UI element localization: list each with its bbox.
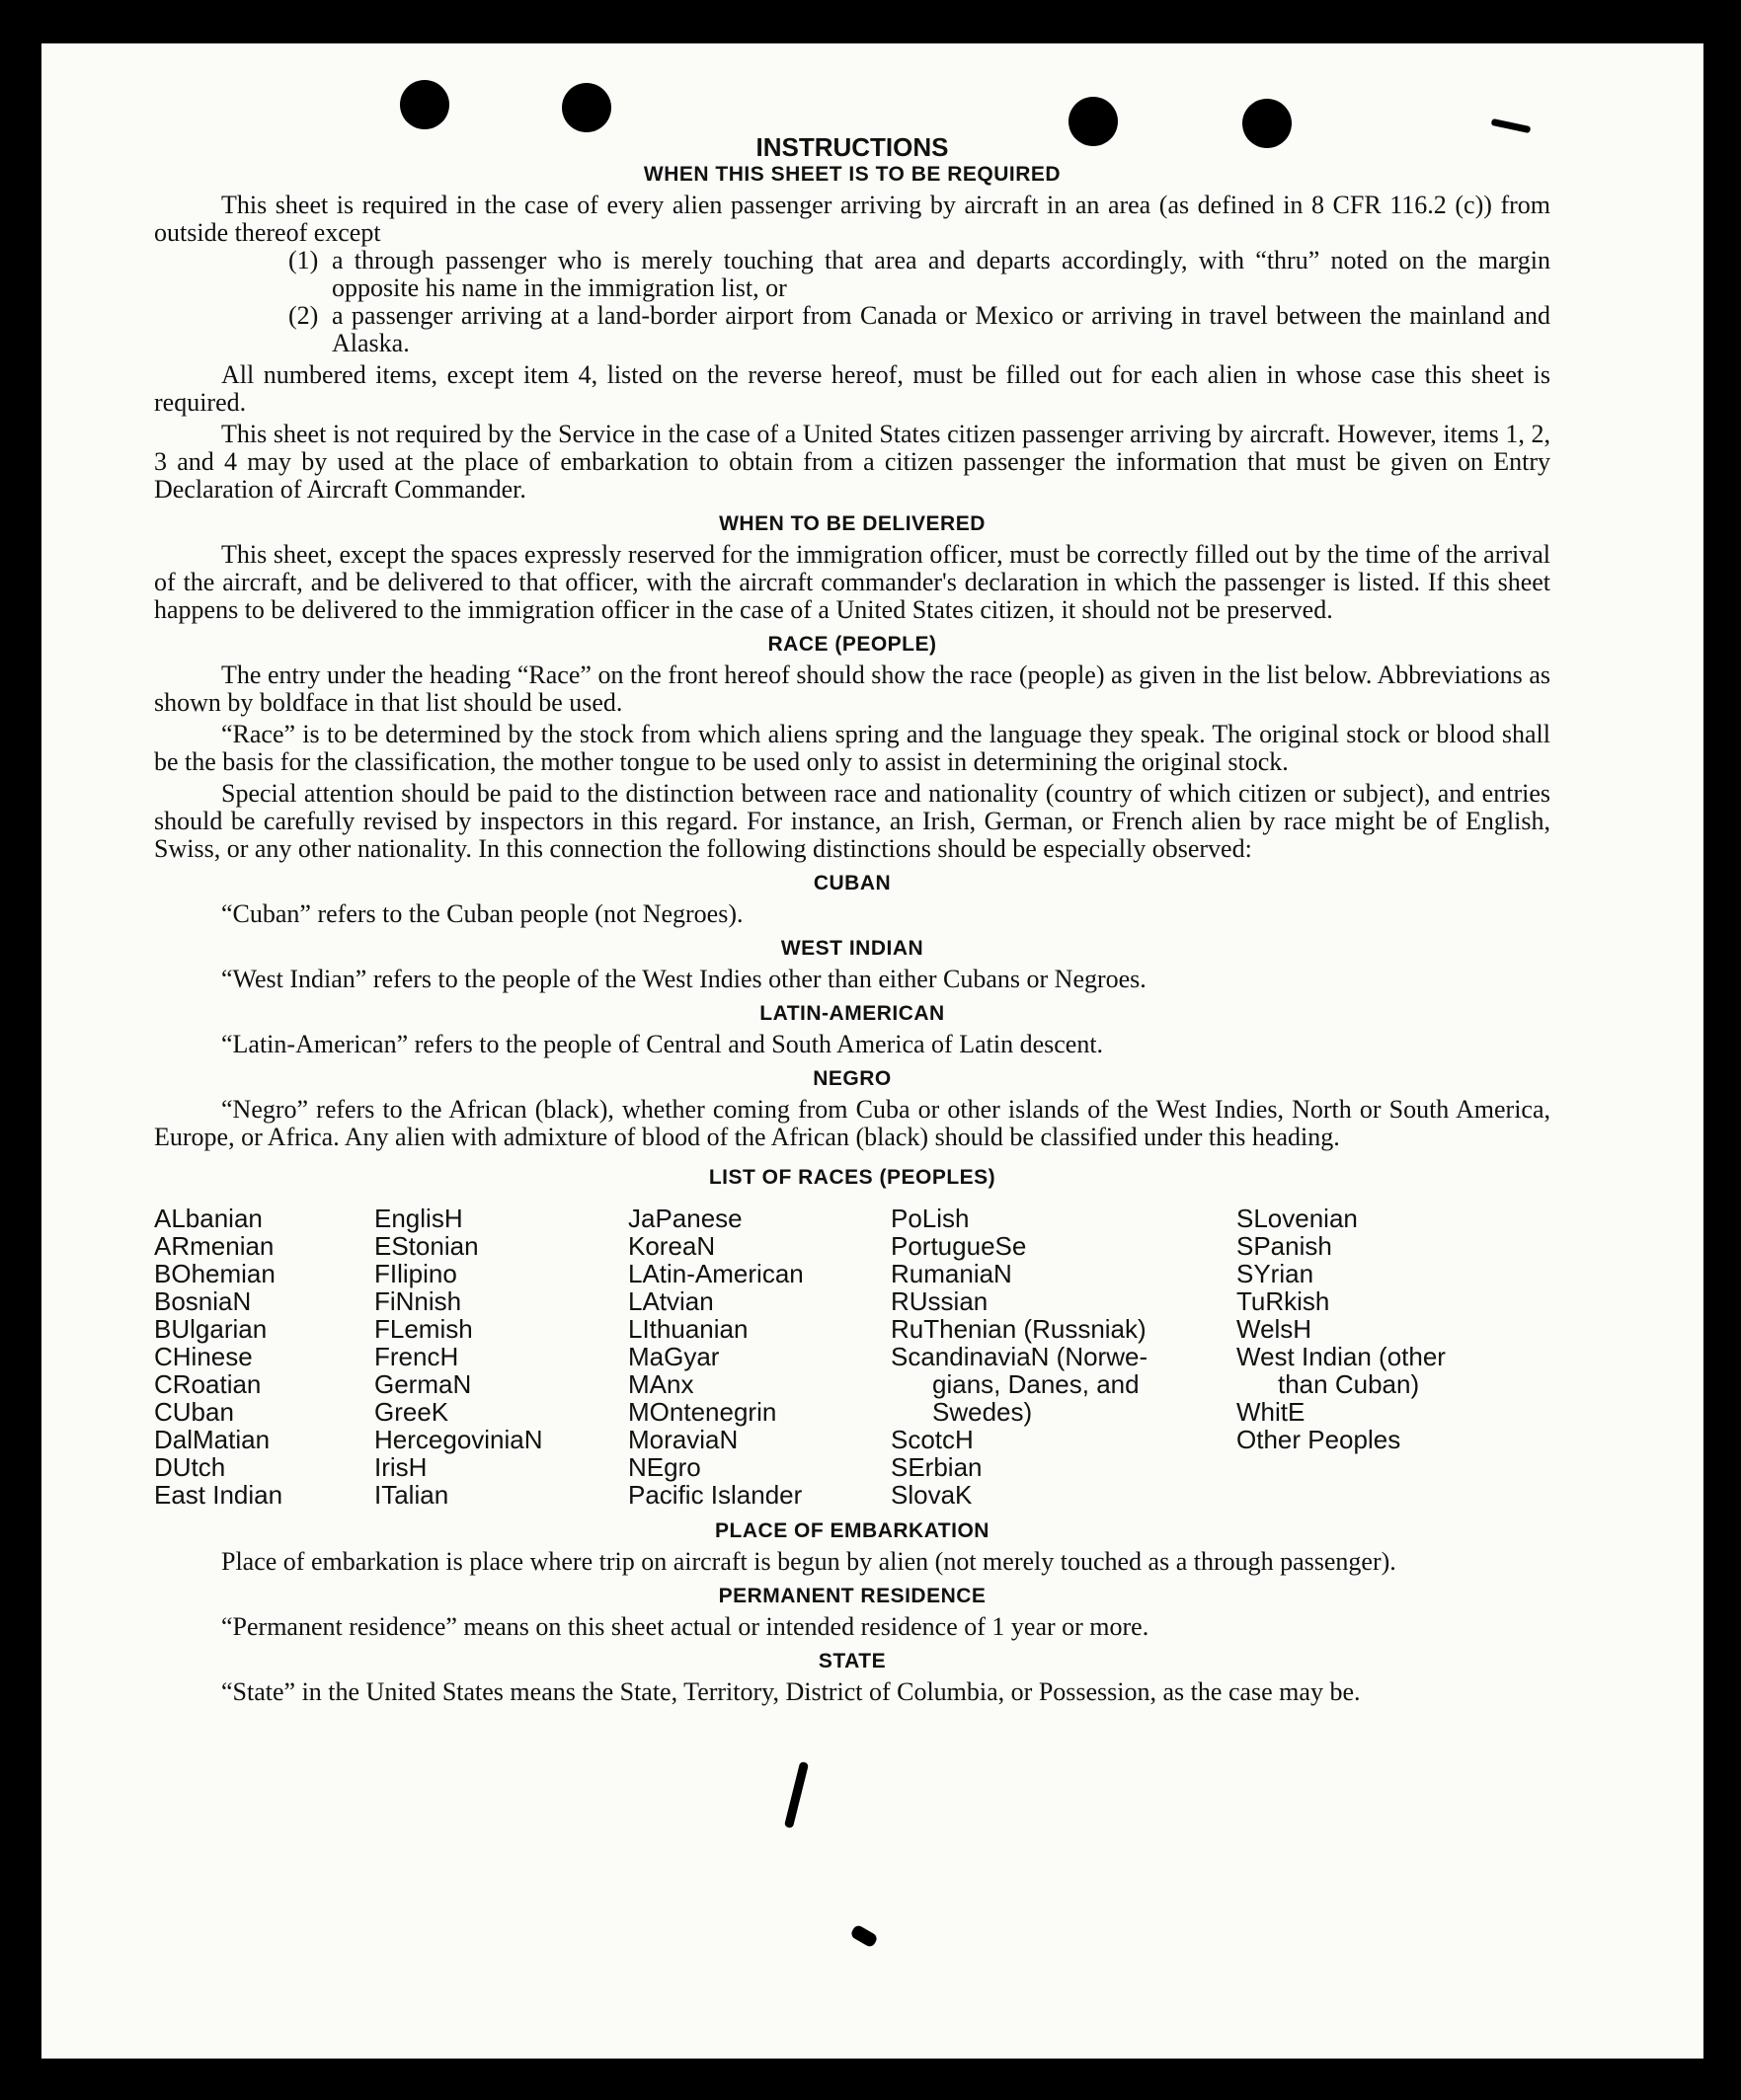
races-column — [374, 1205, 628, 1509]
race-entry: FrencH — [374, 1342, 459, 1371]
section-heading-negro: NEGRO — [813, 1067, 892, 1090]
races-column — [1236, 1205, 1523, 1509]
punch-hole — [562, 83, 611, 132]
paragraph: This sheet is not required by the Service in the case of a United States citizen passenger arriving by aircraft. However, items 1, 2, 3 and 4 may by used at the place of embarkation to obtain from a citizen passenger the information that must be given on Entry Declaration of Aircraft Commander. — [154, 420, 1550, 504]
race-entry: DalMatian — [154, 1425, 271, 1454]
page-title: INSTRUCTIONS — [755, 132, 949, 162]
paragraph: The entry under the heading “Race” on the front hereof should show the race (people) as given in the list below. Abbreviations as shown by boldface in that list should be used. — [154, 661, 1550, 717]
races-column — [154, 1205, 374, 1509]
race-entry: PoLish — [891, 1204, 970, 1233]
race-entry: GreeK — [374, 1397, 449, 1427]
race-entry: EStonian — [374, 1231, 479, 1261]
paragraph: “Cuban” refers to the Cuban people (not Negroes). — [221, 899, 744, 928]
race-entry: MaGyar — [628, 1342, 720, 1371]
punch-hole — [400, 80, 449, 129]
paragraph: “State” in the United States means the State, Territory, District of Columbia, or Possession, as the case may be. — [221, 1677, 1361, 1706]
ink-mark — [784, 1761, 809, 1828]
paragraph: Place of embarkation is place where trip on aircraft is begun by alien (not merely touched as a through passenger). — [221, 1547, 1396, 1576]
race-entry: JaPanese — [628, 1204, 743, 1233]
race-entry: FIlipino — [374, 1259, 457, 1288]
section-heading-west-indian: WEST INDIAN — [780, 937, 924, 960]
paragraph: “Permanent residence” means on this sheet actual or intended residence of 1 year or more. — [221, 1612, 1149, 1641]
race-entry: Pacific Islander — [628, 1480, 803, 1510]
race-entry: FiNnish — [374, 1286, 462, 1316]
race-entry: ALbanian — [154, 1204, 263, 1233]
ink-mark — [1491, 118, 1532, 133]
race-entry: gians, Danes, and — [932, 1369, 1140, 1399]
race-entry: CUban — [154, 1397, 234, 1427]
instructions-content — [154, 132, 1550, 1706]
race-entry: PortugueSe — [891, 1231, 1027, 1261]
section-heading-list: LIST OF RACES (PEOPLES) — [708, 1166, 996, 1189]
race-entry: Swedes) — [932, 1397, 1033, 1427]
race-entry: SErbian — [891, 1452, 983, 1482]
section-heading-cuban: CUBAN — [813, 872, 892, 894]
race-entry: DUtch — [154, 1452, 226, 1482]
race-entry: than Cuban) — [1278, 1369, 1420, 1399]
race-entry: MoraviaN — [628, 1425, 739, 1454]
race-entry: BUlgarian — [154, 1314, 268, 1344]
item-number: (1) — [288, 246, 319, 274]
paragraph: “Negro” refers to the African (black), whether coming from Cuba or other islands of the West Indies, North or South America, Europe, or Africa. Any alien with admixture of blood of the African (black) should be classified under this heading. — [154, 1095, 1550, 1151]
item-number: (2) — [288, 301, 319, 330]
paragraph: All numbered items, except item 4, listed on the reverse hereof, must be filled out for each alien in whose case this sheet is required. — [154, 360, 1550, 417]
race-entry: MOntenegrin — [628, 1397, 777, 1427]
paragraph: This sheet is required in the case of every alien passenger arriving by aircraft in an area (as defined in 8 CFR 116.2 (c)) from outside thereof except — [154, 191, 1550, 247]
race-entry: BosniaN — [154, 1286, 252, 1316]
ink-mark — [849, 1923, 879, 1948]
race-entry: LIthuanian — [628, 1314, 749, 1344]
race-entry: CHinese — [154, 1342, 253, 1371]
race-entry: HercegoviniaN — [374, 1425, 543, 1454]
race-entry: LAtin-American — [628, 1259, 804, 1288]
section-heading-state: STATE — [818, 1650, 887, 1672]
race-entry: ScotcH — [891, 1425, 974, 1454]
race-entry: RuThenian (Russniak) — [891, 1314, 1147, 1344]
race-entry: IrisH — [374, 1452, 428, 1482]
race-entry: GermaN — [374, 1369, 472, 1399]
paragraph: “West Indian” refers to the people of the West Indies other than either Cubans or Negroes. — [221, 965, 1147, 993]
races-table — [154, 1205, 1550, 1509]
race-entry: Other Peoples — [1236, 1425, 1401, 1454]
item-text: a through passenger who is merely touching that area and departs accordingly, with “thru” noted on the margin opposite his name in the immigration list, or — [332, 246, 1550, 302]
section-heading-race: RACE (PEOPLE) — [767, 633, 937, 656]
list-item — [288, 247, 1550, 302]
race-entry: SYrian — [1236, 1259, 1314, 1288]
race-entry: MAnx — [628, 1369, 694, 1399]
race-entry: SLovenian — [1236, 1204, 1358, 1233]
race-entry: ITalian — [374, 1480, 449, 1510]
race-entry: EnglisH — [374, 1204, 463, 1233]
races-column — [628, 1205, 891, 1509]
paragraph: “Race” is to be determined by the stock from which aliens spring and the language they speak. The original stock or blood shall be the basis for the classification, the mother tongue to be used only to assist in determining the original stock. — [154, 720, 1550, 776]
section-heading-delivered: WHEN TO BE DELIVERED — [719, 512, 986, 535]
list-item — [288, 302, 1550, 357]
section-heading-required: WHEN THIS SHEET IS TO BE REQUIRED — [643, 163, 1062, 186]
race-entry: FLemish — [374, 1314, 473, 1344]
race-entry: TuRkish — [1236, 1286, 1330, 1316]
paragraph: This sheet, except the spaces expressly reserved for the immigration officer, must be correctly filled out by the time of the arrival of the aircraft, and be delivered to that officer, with the aircraft commander's declaration in which the passenger is listed. If this sheet happens to be delivered to the immigration officer in the case of a United States citizen, it should not be preserved. — [154, 540, 1550, 624]
race-entry: ARmenian — [154, 1231, 275, 1261]
paragraph: “Latin-American” refers to the people of Central and South America of Latin descent. — [221, 1030, 1104, 1058]
race-entry: ScandinaviaN (Norwe- — [891, 1342, 1148, 1371]
race-entry: LAtvian — [628, 1286, 714, 1316]
race-entry: BOhemian — [154, 1259, 276, 1288]
race-entry: RUssian — [891, 1286, 989, 1316]
section-heading-residence: PERMANENT RESIDENCE — [718, 1585, 987, 1607]
race-entry: RumaniaN — [891, 1259, 1012, 1288]
section-heading-embarkation: PLACE OF EMBARKATION — [715, 1519, 989, 1542]
race-entry: SlovaK — [891, 1480, 973, 1510]
section-heading-latin-american: LATIN-AMERICAN — [759, 1002, 945, 1025]
item-text: a passenger arriving at a land-border airport from Canada or Mexico or arriving in travel between the mainland and Alaska. — [332, 301, 1550, 357]
race-entry: KoreaN — [628, 1231, 716, 1261]
race-entry: WhitE — [1236, 1397, 1306, 1427]
race-entry: CRoatian — [154, 1369, 262, 1399]
race-entry: East Indian — [154, 1480, 283, 1510]
race-entry: NEgro — [628, 1452, 701, 1482]
race-entry: WelsH — [1236, 1314, 1312, 1344]
races-column — [891, 1205, 1236, 1509]
paragraph: Special attention should be paid to the distinction between race and nationality (country of which citizen or subject), and entries should be carefully revised by inspectors in this regard. For instance, an Irish, German, or French alien by race might be of English, Swiss, or any other nationality. In this connection the following distinctions should be especially observed: — [154, 779, 1550, 863]
race-entry: SPanish — [1236, 1231, 1332, 1261]
race-entry: West Indian (other — [1236, 1342, 1446, 1371]
